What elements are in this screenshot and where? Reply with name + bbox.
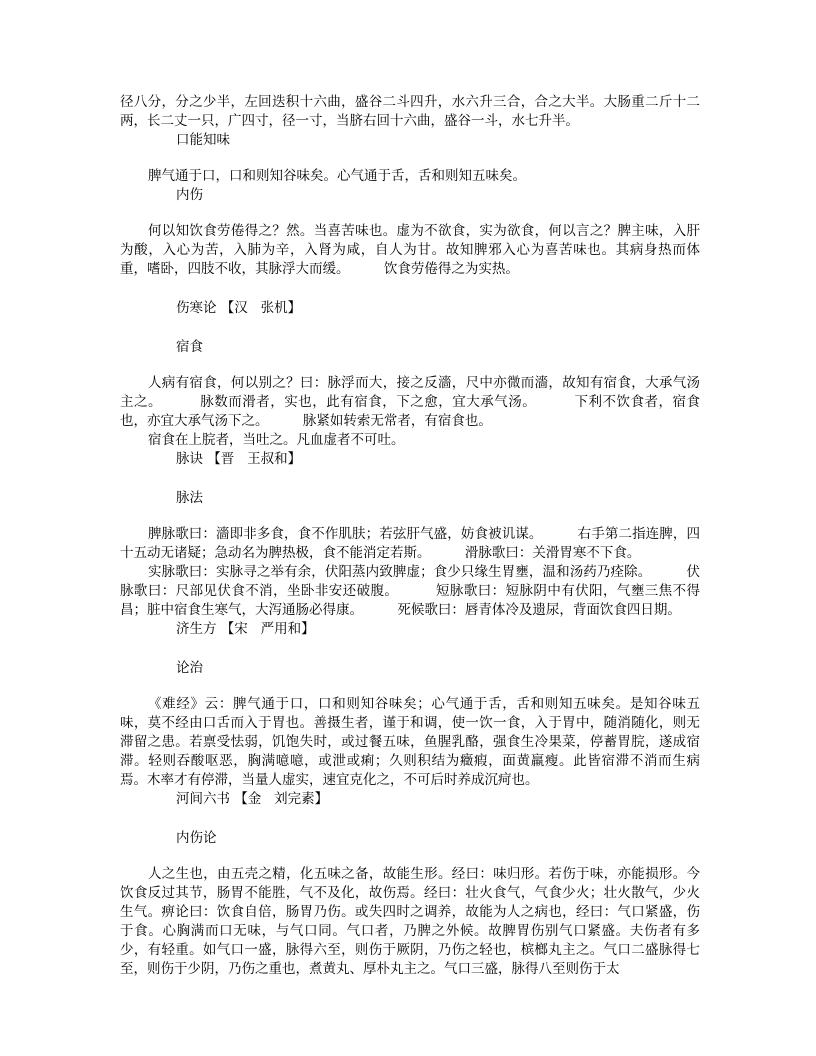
section-heading-retained-food: 宿食 bbox=[176, 339, 203, 355]
source-heading-shanghan-lun: 伤寒论 【汉 张机】 bbox=[176, 300, 302, 316]
section-heading-mouth-taste: 口能知味 bbox=[176, 132, 230, 148]
paragraph-pulse-songs: 实脉歌曰：实脉寻之举有余，伏阳蒸内致脾虚；食少只缘生胃壅，温和汤药乃痊除。 伏脉歌曰：尺部见伏食不消，坐卧非安还破腹。 短脉歌曰：短脉阴中有伏阳，气壅三焦不得昌；脏中宿食生寒气，大泻通肠必得康。 死候歌曰：唇青体冷及遗尿，背面饮食四日期。 bbox=[120, 564, 700, 618]
paragraph-nanjing-quote: 《难经》云：脾气通于口，口和则知谷味矣；心气通于舌，舌和则知五味矣。是知谷味五味，莫不经由口舌而入于胃也。善摄生者，谨于和调，使一饮一食，入于胃中，随消随化，则无滞留之患。若禀受怯弱，饥饱失时，或过餐五味，鱼腥乳酪，强食生冷果菜，停蓄胃脘，遂成宿滞。轻则吞酸呕恶，胸满噫噫，或泄或痢；久则积结为癥瘕，面黄羸瘦。此皆宿滞不消而生病焉。木率才有停滞，当量人虚实，速宜克化之，不可后时养成沉疴也。 bbox=[120, 696, 700, 788]
paragraph-diet-fatigue: 何以知饮食劳倦得之？然。当喜苦味也。虚为不欲食，实为欲食，何以言之？脾主味，入肝为酸，入心为苦，入肺为辛，入肾为咸，自人为甘。故知脾邪入心为喜苦味也。其病身热而体重，嗜卧，四肢不收，其脉浮大而缓。 饮食劳倦得之为实热。 bbox=[120, 223, 700, 277]
section-heading-internal-injury-theory: 内伤论 bbox=[176, 830, 217, 846]
source-heading-hejian-liushu: 河间六书 【金 刘完素】 bbox=[176, 791, 329, 807]
paragraph-retained-food: 人病有宿食，何以别之？曰：脉浮而大，接之反濇，尺中亦微而濇，故知有宿食，大承气汤主之。 脉数而滑者，实也，此有宿食，下之愈，宜大承气汤。 下利不饮食者，宿食也，亦宜大承气汤下之。 脉紧如转索无常者，有宿食也。 bbox=[120, 375, 700, 429]
paragraph-large-intestine: 径八分，分之少半，左回迭积十六曲，盛谷二斗四升，水六升三合，合之大半。大肠重二斤十二两，长二丈一只，广四寸，径一寸，当脐右回十六曲，盛谷一斗，水七升半。 bbox=[120, 94, 700, 129]
document-page bbox=[120, 93, 700, 979]
paragraph-upper-stomach: 宿食在上脘者，当吐之。凡血虚者不可吐。 bbox=[148, 432, 405, 448]
source-heading-jisheng-fang: 济生方 【宋 严用和】 bbox=[176, 621, 315, 637]
section-heading-treatment: 论治 bbox=[176, 660, 203, 676]
section-heading-internal-injury: 内伤 bbox=[176, 187, 203, 203]
source-heading-maijue: 脉诀 【晋 王叔和】 bbox=[176, 451, 302, 467]
paragraph-spleen-pulse-song: 脾脉歌曰：濇即非多食，食不作肌肤；若弦肝气盛，妨食被讥谋。 右手第二指连脾，四十五动无诸疑；急动名为脾热极，食不能消定若斯。 滑脉歌曰：关滑胃寒不下食。 bbox=[120, 526, 700, 561]
section-heading-pulse-method: 脉法 bbox=[176, 490, 203, 506]
paragraph-spleen-mouth: 脾气通于口，口和则知谷味矣。心气通于舌，舌和则知五味矣。 bbox=[148, 168, 526, 184]
paragraph-life-and-flavors: 人之生也，由五壳之精，化五味之备，故能生形。经曰：味归形。若伤于味，亦能损形。今饮食反过其节，肠胃不能胜，气不及化，故伤焉。经曰：壮火食气，气食少火；壮火散气，少火生气。痹论曰：饮食自倍，肠胃乃伤。或失四时之调养，故能为人之病也，经曰：气口紧盛，伤于食。心胸满而口无味，与气口同。气口者，乃脾之外候。故脾胃伤别气口紧盛。夫伤者有多少，有轻重。如气口一盛，脉得六至，则伤于厥阴，乃伤之轻也，槟榔丸主之。气口二盛脉得七至，则伤于少阴，乃伤之重也，煮黄丸、厚朴丸主之。气口三盛，脉得八至则伤于太 bbox=[120, 866, 700, 977]
